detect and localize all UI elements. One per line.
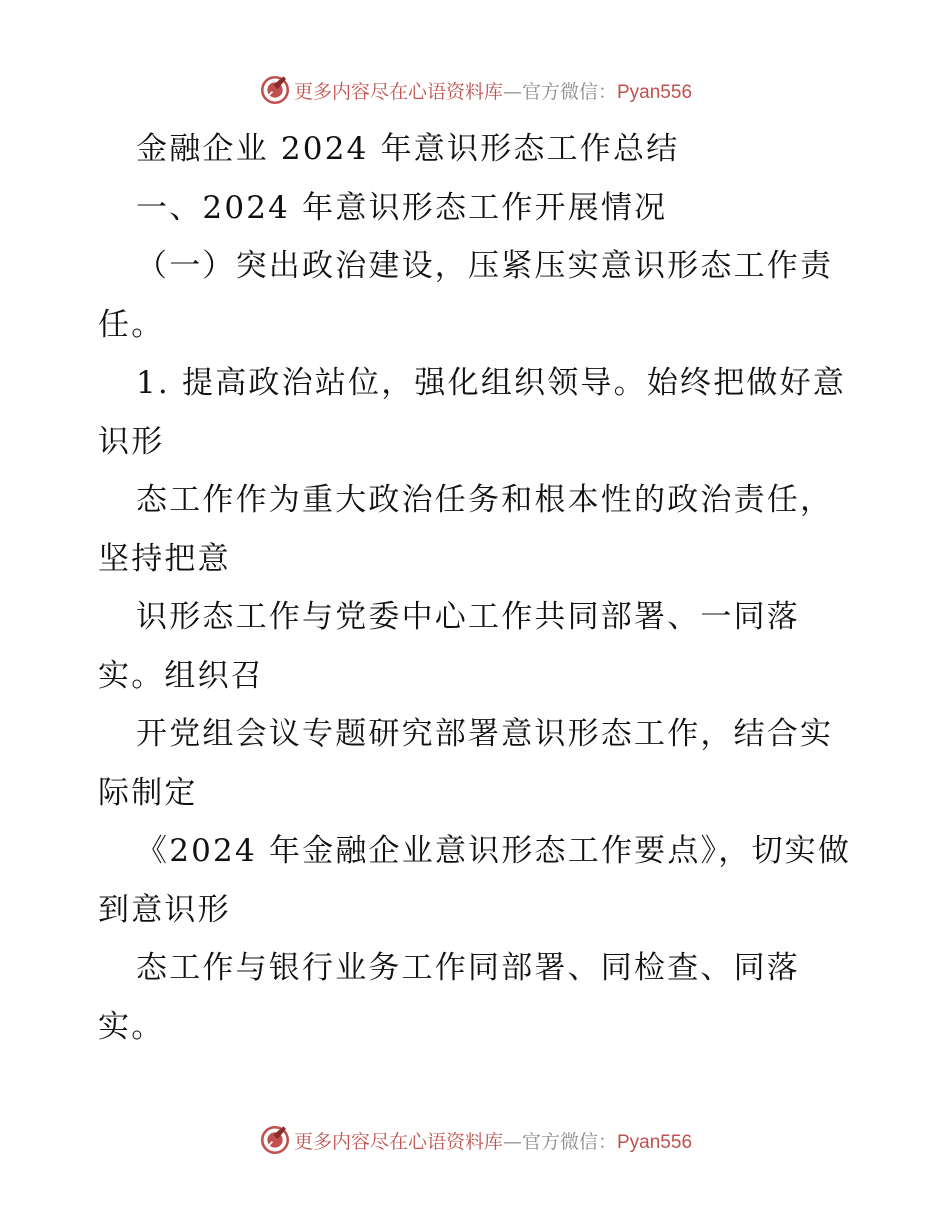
banner-text: 更多内容尽在心语资料库—官方微信：Pyan556 xyxy=(293,1130,693,1153)
document-body xyxy=(98,120,858,1056)
paragraph-line: 《2024 年金融企业意识形态工作要点》，切实做到意识形 xyxy=(98,833,852,928)
footer-watermark-banner xyxy=(0,1120,950,1160)
section-heading: 一、2024 年意识形态工作开展情况 xyxy=(136,189,668,226)
paragraph-line: 识形态工作与党委中心工作共同部署、一同落实。组织召 xyxy=(98,599,800,694)
pen-nib-seal-icon xyxy=(258,1123,292,1157)
header-watermark-banner xyxy=(0,70,950,110)
pen-nib-seal-icon xyxy=(258,73,292,107)
paragraph-line: 开党组会议专题研究部署意识形态工作，结合实际制定 xyxy=(98,716,834,811)
paragraph-line: 态工作与银行业务工作同部署、同检查、同落实。 xyxy=(98,950,800,1045)
subsection-heading: （一）突出政治建设，压紧压实意识形态工作责任。 xyxy=(98,248,834,343)
paragraph-line: 1. 提高政治站位，强化组织领导。始终把做好意识形 xyxy=(98,365,847,460)
paragraph-line: 态工作作为重大政治任务和根本性的政治责任，坚持把意 xyxy=(98,482,834,577)
banner-text: 更多内容尽在心语资料库—官方微信：Pyan556 xyxy=(293,80,693,103)
document-title: 金融企业 2024 年意识形态工作总结 xyxy=(136,131,680,167)
